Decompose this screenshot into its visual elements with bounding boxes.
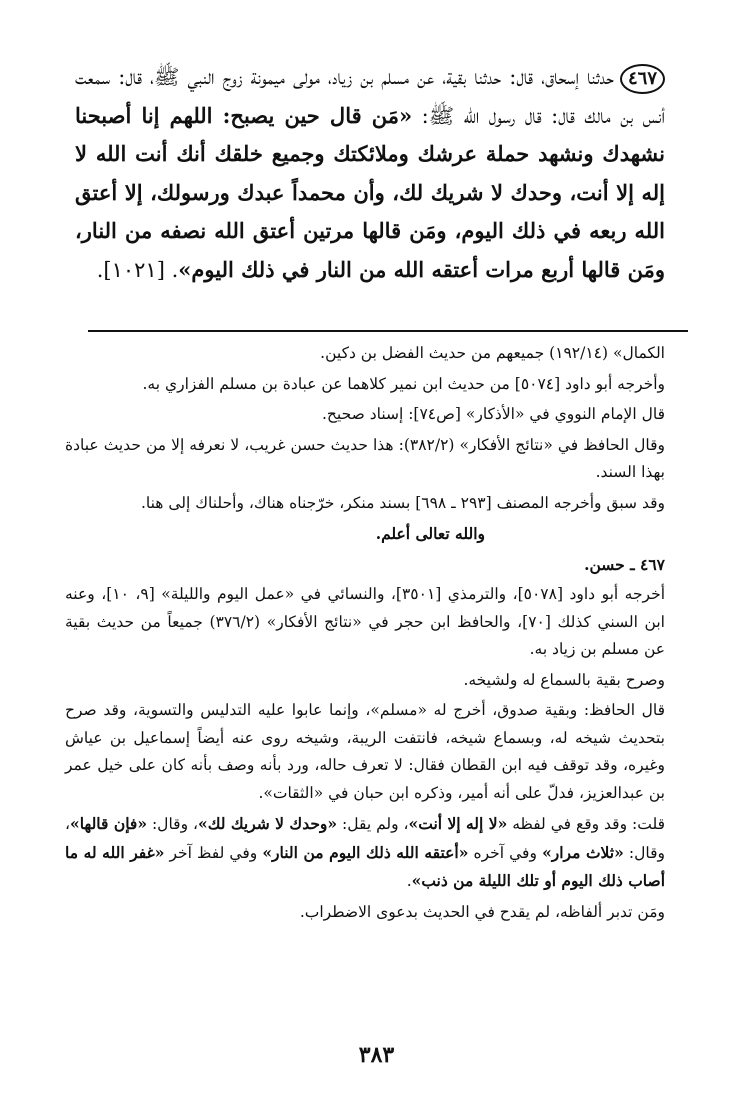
note-baqiyya-sama: وصرح بقية بالسماع له ولشيخه. [463, 670, 665, 689]
note-nawawi: قال الإمام النووي في «الأذكار» [ص٧٤]: إسناد صحيح. [321, 405, 665, 423]
hadith-grade: ٤٦٧ ـ حسن. [584, 554, 665, 574]
note-previous-reference: وقد سبق وأخرجه المصنف [٢٩٣ ـ ٦٩٨] بسند منكر، خرّجناه هناك، وأحلناك إلى هنا. [140, 493, 665, 512]
note-conclusion: ومَن تدبر ألفاظه، لم يقدح في الحديث بدعوى الاضطراب. [299, 902, 665, 921]
hadith-matn: «مَن قال حين يصبح: اللهم إنا أصبحنا نشهدك ونشهد حملة عرشك وملائكتك وجميع خلقك أنك أنت الله لا إله إلا أنت، وحدك لا شريك لك، وأن محمداً عبدك ورسولك، إلا أعتق الله ربعه في ذلك اليوم، ومَن قالها مرتين أعتق الله نصفه من النار، ومَن قالها أربع مرات أعتقه الله من النار في ذلك اليوم» [75, 102, 665, 282]
note-hafiz-baqiyya: قال الحافظ: وبقية صدوق، أخرج له «مسلم»، وإنما عابوا عليه التدليس والتسوية، وقد صرح بتحديث شيخه له، وبسماع شيخه، فانتفت الريبة، وشيخه روى عنه أيضاً إسماعيل بن عياش وغيره، وقد توقف فيه ابن القطان فقال: لا تعرف حاله، ورد بأنه وصف بأنه كان على خيل عمر بن عبدالعزيز، فدلّ على أنه أمير، وذكره ابن حبان في «الثقات». [65, 701, 665, 802]
hadith-reference: . [١٠٢١]. [96, 257, 179, 282]
note-abu-dawud: وأخرجه أبو داود [٥٠٧٤] من حديث ابن نمير كلاهما عن عبادة بن مسلم الفزاري به. [142, 374, 665, 393]
hadith-isnad: حدثنا إسحاق، قال: حدثنا بقية، عن مسلم بن زياد، مولى ميمونة زوج النبي ﷺ، قال: سمعت أنس بن مالك قال: قال رسول الله ﷺ: [75, 65, 666, 128]
note-hafiz-nataij: وقال الحافظ في «نتائج الأفكار» (٣٨٢/٢): هذا حديث حسن غريب، لا نعرفه إلا من حديث عبادة بهذا السند. [65, 435, 665, 481]
footnotes [65, 340, 665, 929]
closing-phrase: والله تعالى أعلم. [375, 524, 485, 543]
hadith-text [75, 58, 665, 289]
note-takhrij: أخرجه أبو داود [٥٠٧٨]، والترمذي [٣٥٠١]، والنسائي في «عمل اليوم والليلة» [٩، ١٠]، وعنه ابن السني كذلك [٧٠]، والحافظ ابن حجر في «نتائج الأفكار» (٣٧٦/٢) جميعاً من حديث بقية عن مسلم بن زياد به. [65, 585, 666, 658]
note-kamal: الكمال» (١٩٢/١٤) جميعهم من حديث الفضل بن دكين. [320, 344, 665, 362]
note-wording: قلت: وقد وقع في لفظه «لا إله إلا أنت»، ولم يقل: «وحدك لا شريك لك»، وقال: «فإن قالها»، وقال: «ثلاث مرار» وفي آخره «أعتقه الله ذلك اليوم من النار» وفي لفظ آخر «غفر الله له ما أصاب ذلك اليوم أو تلك الليلة من ذنب». [65, 814, 666, 890]
footnote-divider [88, 330, 688, 332]
hadith-number-badge: ٤٦٧ [620, 64, 665, 94]
page-number: ٣٨٣ [358, 1042, 395, 1068]
